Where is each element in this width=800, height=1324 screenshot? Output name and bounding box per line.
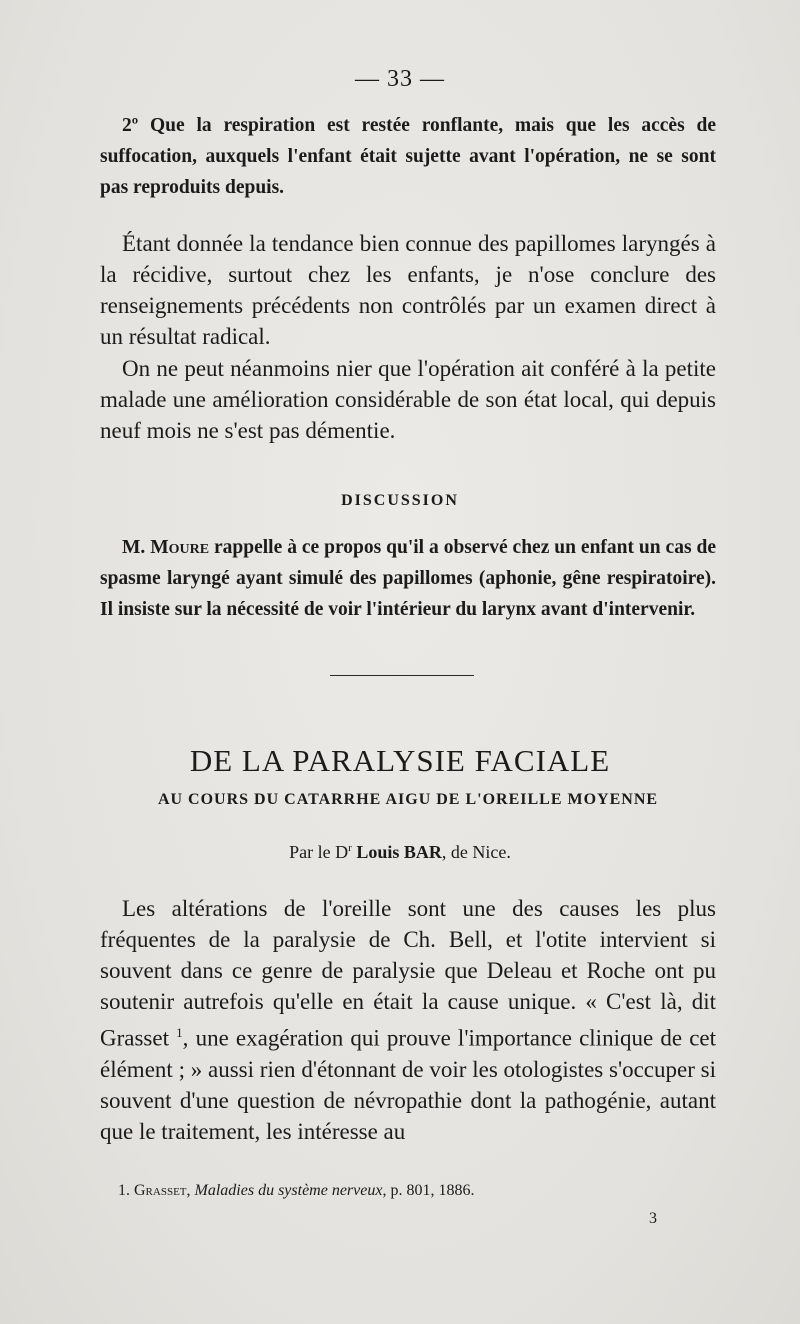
footnote-author: Grasset <box>134 1182 187 1199</box>
paragraph-amelioration: On ne peut néanmoins nier que l'opération ait conféré à la petite malade une amélioration considérable de son état local, qui depuis neuf mois ne s'est pas démentie. <box>100 356 716 443</box>
byline-suffix: , de Nice. <box>441 842 511 862</box>
article-author: Louis BAR <box>356 842 442 862</box>
discussion-text: rappelle à ce propos qu'il a observé chez un enfant un cas de spasme laryngé ayant simulé des papillomes (aphonie, gêne respiratoire). Il insiste sur la nécessité de voir l'intérieur du larynx avant d'intervenir. <box>100 537 716 620</box>
discussion-speaker: M. Moure <box>122 537 210 558</box>
signature-mark: 3 <box>649 1210 657 1227</box>
byline-superscript: r <box>348 842 352 854</box>
section-divider <box>330 675 474 676</box>
footnote: 1. Grasset, Maladies du système nerveux, p. 801, 1886. <box>118 1182 475 1199</box>
page-number: — 33 — <box>355 66 445 92</box>
paragraph-respiration: 2º Que la respiration est restée ronflante, mais que les accès de suffocation, auxquels l'enfant était sujette avant l'opération, ne se sont pas reproduits depuis. <box>100 115 716 198</box>
article-title: DE LA PARALYSIE FACIALE <box>189 743 611 778</box>
footnote-title: Maladies du système nerveux <box>194 1182 383 1199</box>
byline-prefix: Par le D <box>289 842 349 862</box>
discussion-paragraph <box>100 532 716 625</box>
article-subtitle: AU COURS DU CATARRHE AIGU DE L'OREILLE MOYENNE <box>157 791 659 808</box>
article-body-part-2: , une exagération qui prouve l'importance clinique de cet élément ; » aussi rien d'étonnant de voir les otologistes s'occuper si souvent d'une question de névropathie dont la pathogénie, autant que le traitement, les intéresse au <box>100 1025 717 1144</box>
footnote-number: 1. <box>118 1182 130 1199</box>
article-byline <box>0 842 800 863</box>
article-body-paragraph <box>100 893 716 1147</box>
article-body-part-1: Les altérations de l'oreille sont une des causes les plus fréquentes de la paralysie de Ch. Bell, et l'otite intervient si souvent dans ce genre de paralysie que Deleau et Roche ont pu soutenir autrefois qu'elle en était la cause unique. « C'est là, dit Grasset <box>100 896 716 1051</box>
footnote-marker: 1 <box>176 1025 183 1040</box>
footnote-details: , p. 801, 1886. <box>382 1182 475 1199</box>
paragraph-papillomes: Étant donnée la tendance bien connue des papillomes laryngés à la récidive, surtout chez les enfants, je n'ose conclure des renseignements précédents non contrôlés par un examen direct à un résultat radical. <box>100 231 716 349</box>
discussion-heading: DISCUSSION <box>341 492 459 509</box>
